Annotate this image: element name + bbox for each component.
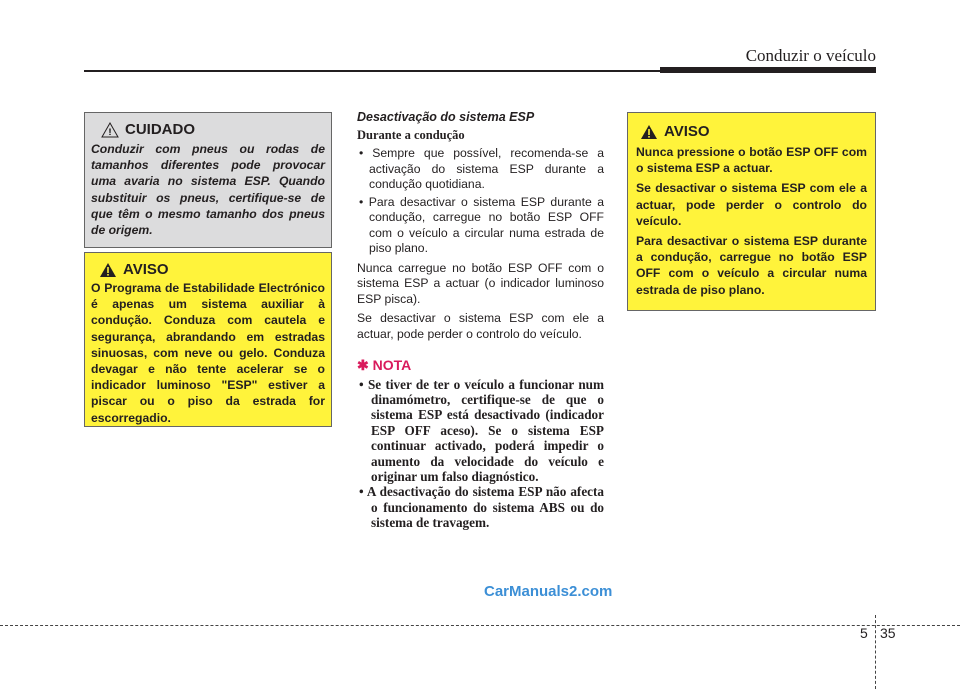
aviso-right-line: Para desactivar o sistema ESP durante a condução, carregue no botão ESP OFF com o veículo a circular numa estrada de piso plano. bbox=[636, 234, 867, 297]
nota-star-icon: ✱ bbox=[357, 357, 369, 373]
page-header-title: Conduzir o veículo bbox=[745, 46, 876, 65]
aviso-right-heading bbox=[636, 123, 867, 140]
page-number: 35 bbox=[880, 625, 896, 641]
aviso-right-title: AVISO bbox=[664, 123, 710, 140]
cuidado-box bbox=[84, 112, 332, 248]
nota-item: • Se tiver de ter o veículo a funcionar num dinamómetro, certifique-se de que o sistema ESP está desactivado (indicador ESP OFF aceso). Se o sistema ESP continuar activado, poderá impedir o aumento da velocidade do veículo e originar um falso diagnóstico. bbox=[359, 376, 604, 484]
cuidado-heading bbox=[91, 121, 325, 138]
nota-item: • A desactivação do sistema ESP não afecta o funcionamento do sistema ABS ou do sistema de travagem. bbox=[359, 484, 605, 531]
aviso-right-line: Nunca pressione o botão ESP OFF com o sistema ESP a actuar. bbox=[636, 145, 867, 176]
cuidado-text: Conduzir com pneus ou rodas de tamanhos diferentes pode provocar uma avaria no sistema ESP. Quando substituir os pneus, certifique-se de que têm o mesmo tamanho dos pneus de origem. bbox=[91, 142, 325, 238]
aviso-left-box bbox=[84, 252, 332, 427]
watermark[interactable]: CarManuals2.com bbox=[484, 583, 613, 600]
paragraph: Se desactivar o sistema ESP com ele a actuar, pode perder o controlo do veículo. bbox=[357, 311, 604, 341]
aviso-right-box bbox=[627, 112, 876, 311]
footer-rule bbox=[0, 625, 960, 626]
subheading: Durante a condução bbox=[357, 127, 465, 142]
caution-icon bbox=[101, 122, 119, 138]
chapter-number: 5 bbox=[860, 625, 868, 641]
aviso-right-line: Se desactivar o sistema ESP com ele a actuar, pode perder o controlo do veículo. bbox=[636, 181, 867, 228]
aviso-left-heading bbox=[91, 261, 325, 278]
svg-text:!: ! bbox=[108, 126, 112, 137]
list-item: • Para desactivar o sistema ESP durante a condução, carregue no botão ESP OFF com o veículo a circular numa estrada de piso plano. bbox=[359, 194, 605, 255]
paragraph: Nunca carregue no botão ESP OFF com o sistema ESP a actuar (o indicador luminoso ESP pisca). bbox=[357, 260, 604, 306]
header-rule-thick bbox=[660, 67, 876, 73]
header-rule bbox=[84, 70, 664, 72]
aviso-left-title: AVISO bbox=[123, 261, 169, 278]
footer-divider bbox=[875, 615, 876, 689]
nota-heading: ✱ NOTA bbox=[357, 357, 412, 373]
cuidado-title: CUIDADO bbox=[125, 121, 195, 138]
middle-column bbox=[357, 110, 604, 531]
list-item: • Sempre que possível, recomenda-se a activação do sistema ESP durante a condução quotidiana. bbox=[359, 146, 604, 191]
section-title: Desactivação do sistema ESP bbox=[357, 110, 535, 124]
warning-icon bbox=[99, 262, 117, 278]
warning-icon bbox=[640, 124, 658, 140]
aviso-left-text: O Programa de Estabilidade Electrónico é apenas um sistema auxiliar à condução. Conduza com cautela e segurança, abrandando em estradas sinuosas, com neve ou gelo. Conduza devagar e não tente acelerar se o indicador luminoso "ESP" estiver a piscar ou o piso da estrada for escorregadio. bbox=[91, 281, 325, 425]
